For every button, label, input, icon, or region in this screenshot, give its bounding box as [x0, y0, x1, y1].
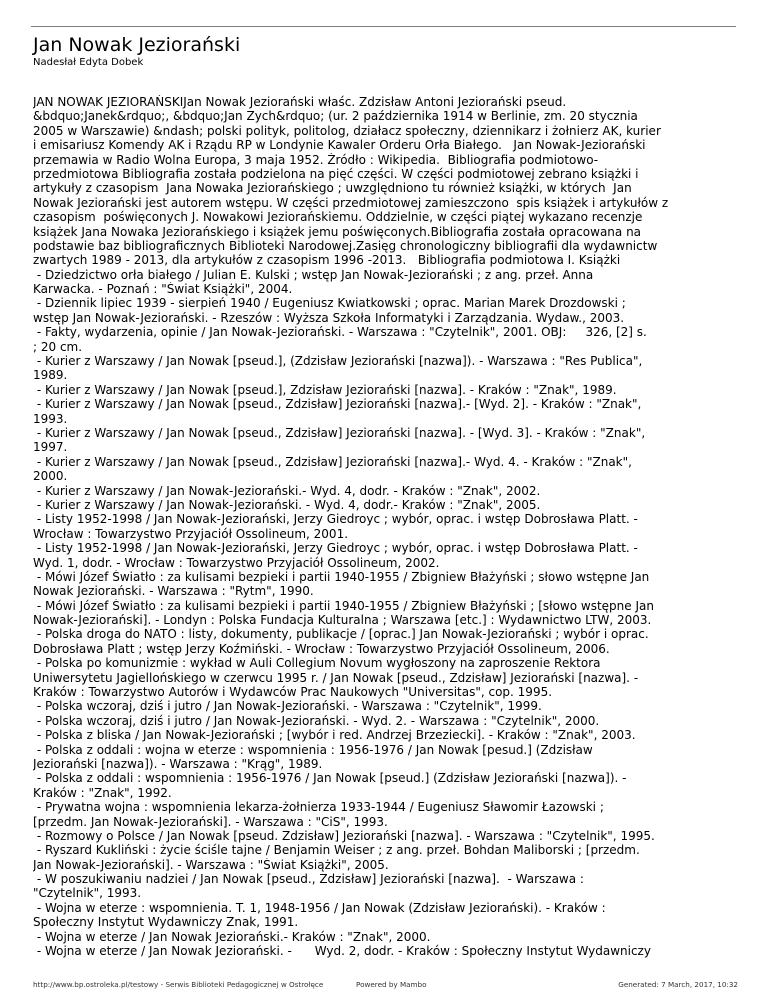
footer-powered-by: Powered by Mambo	[356, 980, 427, 989]
body-text-line: Kraków : Towarzystwo Autorów i Wydawców Prac Naukowych "Universitas", cop. 1995.	[33, 685, 553, 700]
body-text-line: - Wojna w eterze / Jan Nowak Jeziorański. - Wyd. 2, dodr. - Kraków : Społeczny Instytut Wydawniczy	[33, 944, 651, 959]
body-text-line: - Polska droga do NATO : listy, dokumenty, publikacje / [oprac.] Jan Nowak-Jeziorański ; wybór i oprac.	[33, 627, 649, 642]
body-text-line: zwartych 1989 - 2013, dla artykułów z czasopism 1996 -2013. Bibliografia podmiotowa I. Książki	[33, 253, 621, 268]
body-text-line: - Kurier z Warszawy / Jan Nowak [pseud.], (Zdzisław Jeziorański [nazwa]). - Warszawa : "Res Publica",	[33, 354, 643, 369]
author-byline: Nadesłał Edyta Dobek	[33, 57, 144, 68]
body-text-line: Nowak Jeziorański jest autorem wstępu. W części przedmiotowej zamieszczono spis książek i artykułów z	[33, 195, 669, 210]
body-text-line: JAN NOWAK JEZIORAŃSKIJan Nowak Jeziorański właśc. Zdzisław Antoni Jeziorański pseud.	[33, 95, 567, 109]
body-text-line: - Polska wczoraj, dziś i jutro / Jan Nowak-Jeziorański. - Wyd. 2. - Warszawa : "Czytelnik", 2000.	[33, 713, 600, 728]
body-text-line: ; 20 cm.	[33, 339, 83, 354]
body-text-line: czasopism poświęconych J. Nowakowi Jeziorańskiemu. Oddzielnie, w części piątej wykazano recenzje	[33, 210, 643, 225]
body-text-line: - Polska z oddali : wojna w eterze : wspomnienia : 1956-1976 / Jan Nowak [pesud.] (Zdzisław	[33, 742, 593, 757]
body-text-line: - Kurier z Warszawy / Jan Nowak [pseud.], Zdzisław Jeziorański [nazwa]. - Kraków : "Znak", 1989.	[33, 382, 617, 397]
body-text-line: Karwacka. - Poznań : "Świat Książki", 2004.	[33, 282, 293, 297]
body-text-line: - Polska z oddali : wspomnienia : 1956-1976 / Jan Nowak [pseud.] (Zdzisław Jeziorański [nazwa]). -	[33, 771, 627, 786]
body-text-line: - Wojna w eterze / Jan Nowak Jeziorański.- Kraków : "Znak", 2000.	[33, 929, 431, 944]
body-text-line: - Polska wczoraj, dziś i jutro / Jan Nowak-Jeziorański. - Warszawa : "Czytelnik", 1999.	[33, 699, 542, 714]
body-text-line: - W poszukiwaniu nadziei / Jan Nowak [pseud., Zdzisław] Jeziorański [nazwa]. - Warszawa :	[33, 872, 584, 887]
body-text-line: wstęp Jan Nowak-Jeziorański. - Rzeszów : Wyższa Szkoła Informatyki i Zarządzania. Wydaw., 2003.	[33, 310, 625, 325]
body-text-line: Społeczny Instytut Wydawniczy Znak, 1991.	[33, 915, 299, 930]
body-text-line: "Czytelnik", 1993.	[33, 886, 142, 901]
body-text-line: artykuły z czasopism Jana Nowaka Jeziorańskiego ; uwzględniono tu również książki, w których Jan	[33, 181, 632, 196]
body-text-line: - Rozmowy o Polsce / Jan Nowak [pseud. Zdzisław] Jeziorański [nazwa]. - Warszawa : "Czytelnik", 1995.	[33, 828, 655, 843]
body-text-line: Dobrosława Platt ; wstęp Jerzy Koźmiński. - Wrocław : Towarzystwo Przyjaciół Ossolineum, 2006.	[33, 641, 610, 656]
body-text-line: - Listy 1952-1998 / Jan Nowak-Jeziorański, Jerzy Giedroyc ; wybór, oprac. i wstęp Dobrosława Platt. -	[33, 512, 638, 527]
body-text-line: - Listy 1952-1998 / Jan Nowak-Jeziorański, Jerzy Giedroyc ; wybór, oprac. i wstęp Dobrosława Platt. -	[33, 541, 638, 556]
body-text-line: przemawia w Radio Wolna Europa, 3 maja 1952. Źródło : Wikipedia. Bibliografia podmiotowo-	[33, 152, 599, 167]
page-footer	[33, 979, 738, 991]
body-text-line: 2005 w Warszawie) &ndash; polski polityk, politolog, działacz społeczny, dziennikarz i żołnierz AK, kurier	[33, 123, 661, 138]
body-text-line: 1989.	[33, 368, 68, 383]
body-text-line: - Dziennik lipiec 1939 - sierpień 1940 / Eugeniusz Kwiatkowski ; oprac. Marian Marek Drozdowski ;	[33, 296, 626, 311]
body-text-line: - Mówi Józef Światło : za kulisami bezpieki i partii 1940-1955 / Zbigniew Błażyński ; [słowo wstępne Jan	[33, 598, 654, 613]
body-text-line: książek Jana Nowaka Jeziorańskiego i książek jemu poświęconych.Bibliografia została opracowana na	[33, 224, 642, 239]
article-body	[33, 95, 745, 958]
body-text-line: przedmiotowa Bibliografia została podzielona na pięć części. W części podmiotowej zebrano książki i	[33, 166, 639, 181]
body-text-line: Uniwersytetu Jagiellońskiego w czerwcu 1995 r. / Jan Nowak [pseud., Zdzisław] Jeziorański [nazwa]. -	[33, 670, 639, 685]
body-text-line: i emisariusz Komendy AK i Rządu RP w Londynie Kawaler Orderu Orła Białego. Jan Nowak-Jeziorański	[33, 138, 646, 153]
body-text-line: - Polska po komunizmie : wykład w Auli Collegium Novum wygłoszony na zaproszenie Rektora	[33, 656, 601, 671]
body-text-line: Jan Nowak-Jeziorański]. - Warszawa : "Świat Książki", 2005.	[33, 857, 389, 872]
body-text-line: 1993.	[33, 411, 68, 426]
body-text-line: - Kurier z Warszawy / Jan Nowak [pseud., Zdzisław] Jeziorański [nazwa].- Wyd. 4. - Kraków : "Znak",	[33, 454, 632, 469]
body-text-line: - Fakty, wydarzenia, opinie / Jan Nowak-Jeziorański. - Warszawa : "Czytelnik", 2001. OBJ: 326, [2] s.	[33, 325, 647, 340]
header-rule	[31, 26, 736, 27]
body-text-line: - Prywatna wojna : wspomnienia lekarza-żołnierza 1933-1944 / Eugeniusz Sławomir Łazowski ;	[33, 800, 604, 815]
body-text-line: Jeziorański [nazwa]). - Warszawa : "Krąg", 1989.	[33, 756, 323, 771]
body-text-line: - Ryszard Kukliński : życie ściśle tajne / Benjamin Weiser ; z ang. przeł. Bohdan Maliborski ; [przedm.	[33, 843, 640, 858]
footer-generated-date: Generated: 7 March, 2017, 10:32	[618, 980, 738, 989]
body-text-line: - Polska z bliska / Jan Nowak-Jeziorański ; [wybór i red. Andrzej Brzeziecki]. - Kraków : "Znak", 2003.	[33, 728, 636, 743]
body-text-line: - Mówi Józef Światło : za kulisami bezpieki i partii 1940-1955 / Zbigniew Błażyński ; słowo wstępne Jan	[33, 569, 650, 584]
body-text-line: - Kurier z Warszawy / Jan Nowak-Jeziorański. - Wyd. 4, dodr.- Kraków : "Znak", 2005.	[33, 497, 541, 512]
body-text-line: 1997.	[33, 440, 68, 455]
body-text-line: &bdquo;Janek&rdquo;, &bdquo;Jan Zych&rdquo; (ur. 2 października 1914 w Berlinie, zm. 20 stycznia	[33, 109, 638, 124]
body-text-line: Wyd. 1, dodr. - Wrocław : Towarzystwo Przyjaciół Ossolineum, 2002.	[33, 555, 440, 570]
body-text-line: Kraków : "Znak", 1992.	[33, 785, 172, 800]
body-text-line: podstawie baz bibliograficznych Biblioteki Narodowej.Zasięg chronologiczny bibliografii dla wydawnictw	[33, 238, 658, 253]
footer-site-url[interactable]: http://www.bp.ostroleka.pl/testowy - Serwis Biblioteki Pedagogicznej w Ostrołęce	[33, 980, 324, 989]
page-title: Jan Nowak Jeziorański	[33, 34, 241, 56]
body-text-line: Wrocław : Towarzystwo Przyjaciół Ossolineum, 2001.	[33, 526, 349, 541]
body-text-line: - Kurier z Warszawy / Jan Nowak-Jeziorański.- Wyd. 4, dodr. - Kraków : "Znak", 2002.	[33, 483, 541, 498]
body-text-line: - Kurier z Warszawy / Jan Nowak [pseud., Zdzisław] Jeziorański [nazwa].- [Wyd. 2]. - Kraków : "Znak",	[33, 397, 642, 412]
body-text-line: - Kurier z Warszawy / Jan Nowak [pseud., Zdzisław] Jeziorański [nazwa]. - [Wyd. 3]. - Kraków : "Znak",	[33, 425, 646, 440]
body-text-line: 2000.	[33, 469, 68, 484]
body-text-line: - Dziedzictwo orła białego / Julian E. Kulski ; wstęp Jan Nowak-Jeziorański ; z ang. przeł. Anna	[33, 267, 594, 282]
body-text-line: [przedm. Jan Nowak-Jeziorański]. - Warszawa : "CiS", 1993.	[33, 814, 388, 829]
body-text-line: - Wojna w eterze : wspomnienia. T. 1, 1948-1956 / Jan Nowak (Zdzisław Jeziorański). - Kraków :	[33, 900, 606, 915]
body-text-line: Nowak Jeziorański. - Warszawa : "Rytm", 1990.	[33, 584, 314, 599]
body-text-line: Nowak-Jeziorański]. - Londyn : Polska Fundacja Kulturalna ; Warszawa [etc.] : Wydawnictwo LTW, 2003.	[33, 613, 652, 628]
